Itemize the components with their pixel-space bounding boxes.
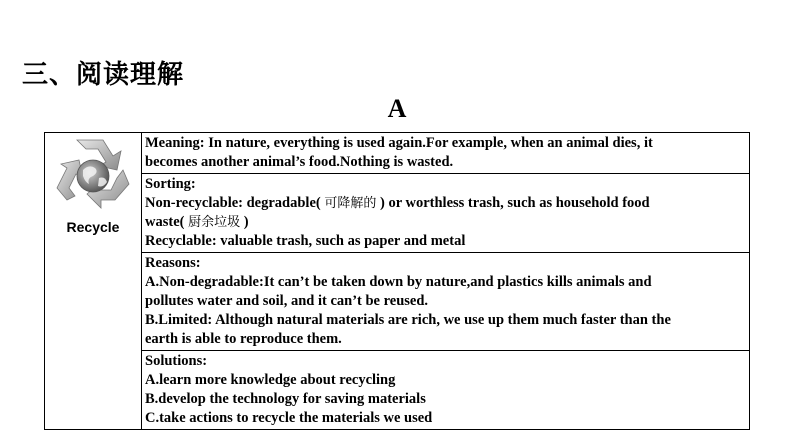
meaning-line-2: becomes another animal’s food.Nothing is wasted. [145,154,454,170]
solutions-cell [142,351,750,430]
sorting-text: Non-recyclable: degradable( [145,195,321,211]
sorting-text: ) or worthless trash, such as household food [379,195,650,211]
recycle-globe-icon [53,134,133,212]
solutions-line-3: B.develop the technology for saving materials [145,391,426,407]
passage-label: A [387,94,407,123]
topic-label: Recycle [66,219,120,235]
topic-cell [45,133,142,430]
reasons-line-2: A.Non-degradable:It can’t be taken down by nature,and plastics kills animals and [145,274,652,290]
table-row-meaning [45,133,750,174]
sorting-gloss: 可降解的 [324,196,377,211]
sorting-cell [142,174,750,253]
reasons-line-5: earth is able to reproduce them. [145,331,342,347]
meaning-line-1: Meaning: In nature, everything is used again.For example, when an animal dies, it [145,135,653,151]
sorting-title: Sorting: [145,176,196,192]
section-heading: 三、阅读理解 [22,60,185,90]
reasons-cell [142,253,750,351]
solutions-line-4: C.take actions to recycle the materials we used [145,410,433,426]
sorting-gloss: 厨余垃圾 [188,215,241,230]
recycle-info-table [44,132,750,430]
table-row-reasons [45,253,750,351]
sorting-line-1 [145,194,746,213]
reasons-line-1: Reasons: [145,255,201,271]
sorting-line-3: Recyclable: valuable trash, such as paper and metal [145,233,466,249]
meaning-cell [142,133,750,174]
reasons-line-3: pollutes water and soil, and it can’t be reused. [145,293,429,309]
sorting-line-2 [145,213,746,232]
table-row-solutions [45,351,750,430]
table-row-sorting [45,174,750,253]
reasons-line-4: B.Limited: Although natural materials are rich, we use up them much faster than the [145,312,671,328]
sorting-text: ) [243,214,249,230]
sorting-text: waste( [145,214,185,230]
solutions-line-2: A.learn more knowledge about recycling [145,372,396,388]
solutions-line-1: Solutions: [145,353,208,369]
